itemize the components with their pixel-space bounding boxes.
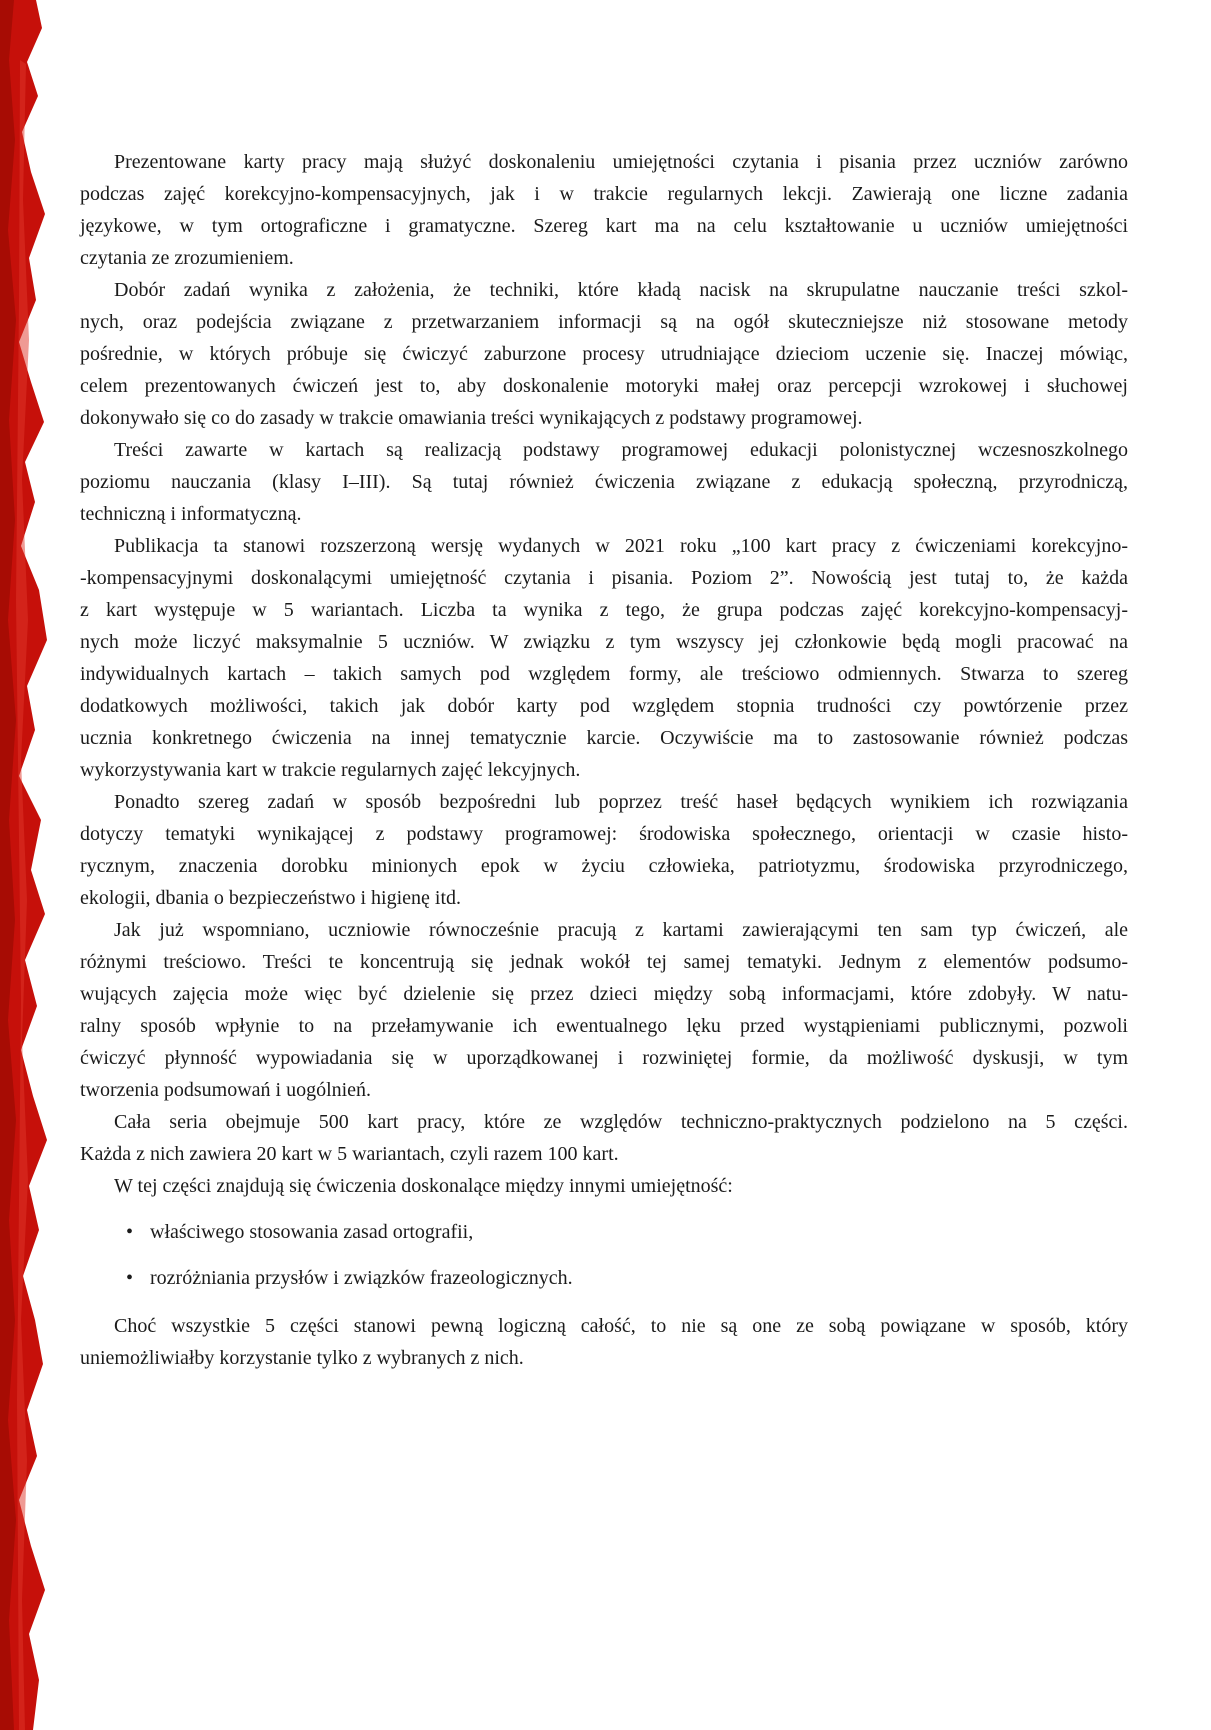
- text-line: ekologii, dbania o bezpieczeństwo i higienę itd.: [80, 887, 461, 909]
- text-line: uniemożliwiałby korzystanie tylko z wybranych z nich.: [80, 1347, 524, 1369]
- text-line: podczas zajęć korekcyjno-kompensacyjnych, jak i w trakcie regularnych lekcji. Zawierają one liczne zadania: [80, 183, 1128, 205]
- paragraph: [80, 146, 1128, 274]
- text-line: z kart występuje w 5 wariantach. Liczba ta wynika z tego, że grupa podczas zajęć korekcyjno-kompensacyj-: [80, 599, 1128, 621]
- text-line: techniczną i informatyczną.: [80, 503, 302, 525]
- text-line: dokonywało się co do zasady w trakcie omawiania treści wynikających z podstawy programowej.: [80, 407, 863, 429]
- text-line: Jak już wspomniano, uczniowie równocześnie pracują z kartami zawierającymi ten sam typ ćwiczeń, ale: [114, 919, 1128, 941]
- text-line: Prezentowane karty pracy mają służyć doskonaleniu umiejętności czytania i pisania przez uczniów zarówno: [114, 151, 1128, 173]
- text-line: wykorzystywania kart w trakcie regularnych zajęć lekcyjnych.: [80, 759, 581, 781]
- text-line: poziomu nauczania (klasy I–III). Są tutaj również ćwiczenia związane z edukacją społeczną, przyrodniczą,: [80, 471, 1128, 493]
- paragraph: [80, 1106, 1128, 1170]
- text-line: pośrednie, w których próbuje się ćwiczyć zaburzone procesy utrudniające dzieciom uczenie się. Inaczej mówiąc,: [80, 343, 1128, 365]
- text-line: indywidualnych kartach – takich samych pod względem formy, ale treściowo odmiennych. Stwarza to szereg: [80, 663, 1128, 685]
- bullet-item: [80, 1216, 1128, 1248]
- paragraph: [80, 274, 1128, 434]
- text-line: wujących zajęcia może więc być dzielenie się przez dzieci między sobą informacjami, które zdobyły. W natu-: [80, 983, 1128, 1005]
- paragraph: [80, 914, 1128, 1106]
- text-line: Choć wszystkie 5 części stanowi pewną logiczną całość, to nie są one ze sobą powiązane w sposób, który: [114, 1315, 1128, 1337]
- text-line: czytania ze zrozumieniem.: [80, 247, 294, 269]
- text-line: ćwiczyć płynność wypowiadania się w uporządkowanej i rozwiniętej formie, da możliwość dyskusji, w tym: [80, 1047, 1128, 1069]
- bullet-text: rozróżniania przysłów i związków frazeologicznych.: [150, 1267, 573, 1289]
- torn-red-edge: [0, 0, 52, 1730]
- bullet-icon: •: [126, 1221, 134, 1243]
- text-line: językowe, w tym ortograficzne i gramatyczne. Szereg kart ma na celu kształtowanie u uczniów umiejętności: [80, 215, 1128, 237]
- text-line: Publikacja ta stanowi rozszerzoną wersję wydanych w 2021 roku „100 kart pracy z ćwiczeniami korekcyjno-: [114, 535, 1128, 557]
- text-line: Ponadto szereg zadań w sposób bezpośredni lub poprzez treść haseł będących wynikiem ich rozwiązania: [114, 791, 1128, 813]
- bullet-text: właściwego stosowania zasad ortografii,: [150, 1221, 474, 1243]
- text-line: -kompensacyjnymi doskonalącymi umiejętność czytania i pisania. Poziom 2”. Nowością jest tutaj to, że każda: [80, 567, 1128, 589]
- text-line: Treści zawarte w kartach są realizacją podstawy programowej edukacji polonistycznej wczesnoszkolnego: [114, 439, 1128, 461]
- text-line: dodatkowych możliwości, takich jak dobór karty pod względem stopnia trudności czy powtórzenie przez: [80, 695, 1128, 717]
- paragraph: [80, 786, 1128, 914]
- paragraph: [80, 530, 1128, 786]
- text-line: ralny sposób wpłynie to na przełamywanie ich ewentualnego lęku przed wystąpieniami publicznymi, pozwoli: [80, 1015, 1128, 1037]
- text-line: rycznym, znaczenia dorobku minionych epok w życiu człowieka, patriotyzmu, środowiska przyrodniczego,: [80, 855, 1128, 877]
- paragraph: [80, 1310, 1128, 1374]
- paragraph: [80, 434, 1128, 530]
- text-line: nych, oraz podejścia związane z przetwarzaniem informacji są na ogół skuteczniejsze niż stosowane metody: [80, 311, 1128, 333]
- text-line: Dobór zadań wynika z założenia, że techniki, które kładą nacisk na skrupulatne nauczanie treści szkol-: [114, 279, 1128, 301]
- text-line: różnymi treściowo. Treści te koncentrują się jednak wokół tej samej tematyki. Jednym z elementów podsumo-: [80, 951, 1128, 973]
- text-line: dotyczy tematyki wynikającej z podstawy programowej: środowiska społecznego, orientacji w czasie histo-: [80, 823, 1128, 845]
- bullet-item: [80, 1262, 1128, 1294]
- text-line: Cała seria obejmuje 500 kart pracy, które ze względów techniczno-praktycznych podzielono na 5 części.: [114, 1111, 1128, 1133]
- text-line: tworzenia podsumowań i uogólnień.: [80, 1079, 372, 1101]
- intro-text: [80, 146, 1128, 1374]
- bullet-icon: •: [126, 1267, 134, 1289]
- text-line: ucznia konkretnego ćwiczenia na innej tematycznie karcie. Oczywiście ma to zastosowanie również podczas: [80, 727, 1128, 749]
- paragraph: [80, 1170, 1128, 1202]
- text-line: nych może liczyć maksymalnie 5 uczniów. W związku z tym wszyscy jej członkowie będą mogli pracować na: [80, 631, 1128, 653]
- text-line: W tej części znajdują się ćwiczenia doskonalące między innymi umiejętność:: [114, 1175, 733, 1197]
- text-line: celem prezentowanych ćwiczeń jest to, aby doskonalenie motoryki małej oraz percepcji wzrokowej i słuchowej: [80, 375, 1128, 397]
- text-line: Każda z nich zawiera 20 kart w 5 wariantach, czyli razem 100 kart.: [80, 1143, 619, 1165]
